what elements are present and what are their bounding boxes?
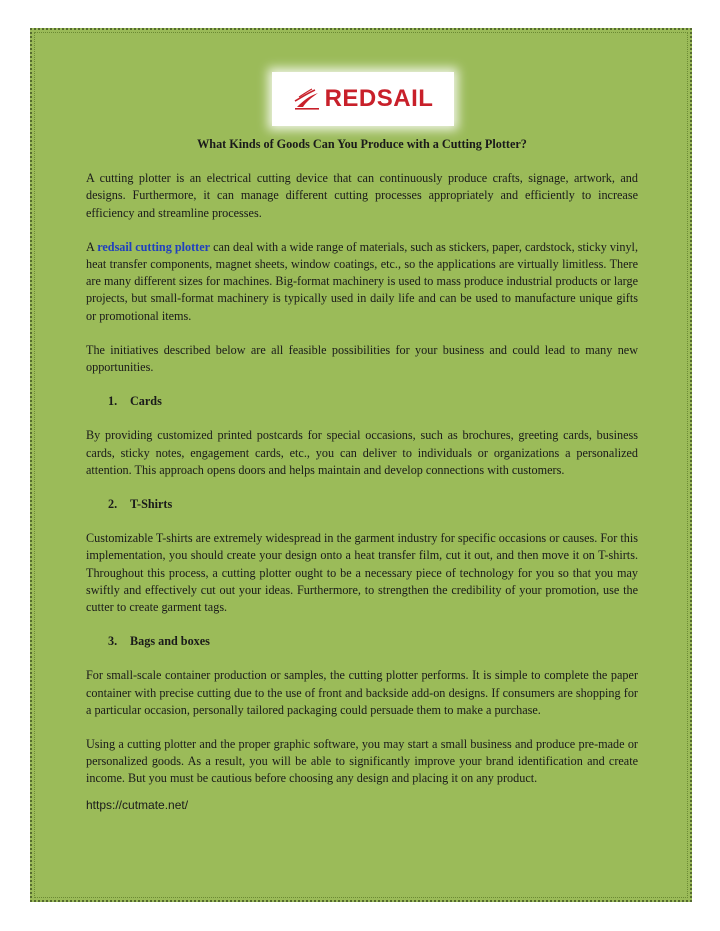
section-number: 1. (108, 394, 118, 409)
initiatives-paragraph: The initiatives described below are all feasible possibilities for your business and could lead to many new opportunities. (86, 342, 638, 375)
article-body (86, 136, 638, 814)
paragraph-prefix: A (86, 239, 98, 254)
page-title: What Kinds of Goods Can You Produce with a Cutting Plotter? (197, 137, 527, 151)
document-sheet (30, 28, 692, 902)
footer-url-link[interactable]: https://cutmate.net/ (86, 797, 189, 812)
section-title: Cards (130, 394, 162, 409)
section-cards (86, 393, 638, 479)
section-heading (86, 496, 638, 513)
brand-name: REDSAIL (324, 85, 434, 112)
section-heading (86, 633, 638, 650)
section-paragraph: Customizable T-shirts are extremely widespread in the garment industry for specific occasions or causes. For this implementation, you should create your design onto a heat transfer film, cut it out, and then move it on T-shirts. Throughout this process, a cutting plotter ought to be a necessary piece of technology for you so that you may swiftly and effectively cut out your ideas. Furthermore, to strengthen the credibility of your promotion, use the cutter to create garment tags. (86, 531, 638, 615)
section-paragraph: For small-scale container production or samples, the cutting plotter performs. It is simple to complete the paper container with precise cutting due to the use of front and backside add-on designs. If consumers are shopping for a particular occasion, personally tailored packaging could persuade them to make a purchase. (86, 668, 638, 717)
section-title: T-Shirts (130, 497, 173, 512)
closing-paragraph: Using a cutting plotter and the proper graphic software, you may start a small business and produce pre-made or personalized goods. As a result, you will be able to significantly improve your brand identification and create income. But you must be cautious before choosing any design and placing it on any product. (86, 737, 638, 786)
section-t-shirts (86, 496, 638, 616)
paragraph-suffix: can deal with a wide range of materials, such as stickers, paper, cardstock, sticky vinyl, heat transfer components, magnet sheets, window coatings, etc., so the applications are virtually limitless. There are many different sizes for machines. Big-format machinery is used to mass produce industrial products or large projects, but small-format machinery is typically used in daily life and can be used to manufacture unique gifts or promotional items. (86, 239, 638, 323)
section-number: 2. (108, 497, 118, 512)
section-title: Bags and boxes (130, 634, 210, 649)
redsail-cutting-plotter-link[interactable]: redsail cutting plotter (97, 239, 211, 254)
redsail-sail-logo-icon (293, 87, 321, 111)
section-paragraph: By providing customized printed postcards for special occasions, such as brochures, greeting cards, business cards, sticky notes, engagement cards, etc., you can deliver to individuals or organizations a personalized attention. This approach opens doors and helps maintain and develop connections with customers. (86, 428, 638, 477)
logo-badge (272, 72, 454, 126)
section-bags-and-boxes (86, 633, 638, 787)
materials-paragraph (86, 239, 638, 325)
intro-paragraph: A cutting plotter is an electrical cutting device that can continuously produce crafts, signage, artwork, and designs. Furthermore, it can manage different cutting processes appropriately and efficiently to increase efficiency and streamline processes. (86, 171, 638, 220)
section-heading (86, 393, 638, 410)
section-number: 3. (108, 634, 118, 649)
